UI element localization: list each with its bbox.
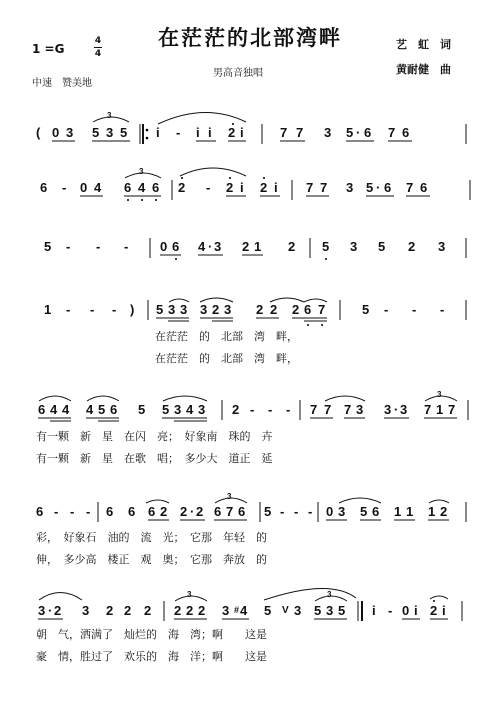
svg-text:4: 4: [86, 402, 94, 417]
svg-text:#: #: [234, 605, 240, 615]
svg-text:5: 5: [322, 239, 330, 254]
lyrics-system-7-verse-1: 朝 气，洒满了 灿烂的 海 湾；啊 这是: [36, 628, 267, 641]
svg-text:3: 3: [180, 302, 188, 317]
svg-text:6: 6: [384, 180, 392, 195]
svg-text:1: 1: [428, 504, 436, 519]
svg-text:7: 7: [448, 402, 456, 417]
svg-text:2: 2: [178, 180, 186, 195]
svg-text:5: 5: [362, 302, 370, 317]
svg-text:5: 5: [92, 125, 100, 140]
svg-text:2: 2: [270, 302, 278, 317]
svg-text:5: 5: [98, 402, 106, 417]
svg-text:3: 3: [227, 492, 232, 501]
svg-text:3: 3: [168, 302, 176, 317]
svg-text:3: 3: [187, 590, 192, 599]
svg-text:6: 6: [128, 504, 136, 519]
svg-text:5: 5: [378, 239, 386, 254]
svg-text:4: 4: [50, 402, 58, 417]
svg-text:7: 7: [306, 180, 314, 195]
svg-text:-: -: [294, 504, 299, 519]
svg-text:·: ·: [394, 402, 399, 417]
svg-text:6: 6: [124, 180, 132, 195]
notes-system-5: 6: [38, 402, 46, 417]
svg-text:-: -: [286, 402, 291, 417]
svg-text:3: 3: [214, 239, 222, 254]
song-title: 在茫茫的北部湾畔: [158, 25, 342, 50]
lyricist-credit: 艺 虹 词: [396, 38, 451, 51]
lyrics-system-5-verse-1: 有一颗 新 星 在闪 亮； 好象南 珠的 卉: [36, 430, 273, 443]
svg-text:·: ·: [208, 239, 213, 254]
svg-text:6: 6: [172, 239, 180, 254]
svg-text:7: 7: [324, 402, 332, 417]
svg-text:2: 2: [160, 504, 168, 519]
svg-text:3: 3: [350, 239, 358, 254]
performance-note: 男高音独唱: [213, 68, 263, 79]
svg-text:7: 7: [226, 504, 234, 519]
svg-text:3: 3: [338, 504, 346, 519]
svg-text:3: 3: [294, 603, 302, 618]
svg-text:2: 2: [212, 302, 220, 317]
lyrics-system-4-verse-1: 在茫茫 的 北部 湾 畔，: [155, 330, 298, 343]
svg-text:5: 5: [156, 302, 164, 317]
svg-text:2: 2: [440, 504, 448, 519]
svg-text:3: 3: [106, 125, 114, 140]
lyrics-system-6-verse-2: 伸， 多少高 楼正 观 奥； 它那 奔放 的: [36, 553, 267, 566]
svg-text:6: 6: [420, 180, 428, 195]
svg-text:3: 3: [438, 239, 446, 254]
svg-text:3: 3: [327, 590, 332, 599]
svg-text:6: 6: [110, 402, 118, 417]
svg-text:3: 3: [174, 402, 182, 417]
svg-text:·: ·: [48, 603, 53, 618]
score-system-5: [36, 390, 468, 465]
svg-text:i: i: [240, 180, 244, 195]
lyrics-system-6-verse-1: 彩， 好象石 油的 流 光； 它那 年轻 的: [36, 531, 267, 544]
svg-text:-: -: [90, 302, 95, 317]
svg-text:2: 2: [430, 603, 438, 618]
svg-text:i: i: [442, 603, 446, 618]
svg-text:-: -: [54, 504, 59, 519]
svg-text:3: 3: [384, 402, 392, 417]
svg-text:1: 1: [254, 239, 262, 254]
score-system-3: [44, 238, 466, 260]
svg-text:): ): [130, 302, 135, 317]
svg-text:3: 3: [346, 180, 354, 195]
svg-text:2: 2: [408, 239, 416, 254]
svg-text:2: 2: [292, 302, 300, 317]
svg-text:5: 5: [264, 603, 272, 618]
svg-text:·: ·: [190, 504, 195, 519]
svg-text:2: 2: [124, 603, 132, 618]
svg-text:5: 5: [314, 603, 322, 618]
svg-text:7: 7: [320, 180, 328, 195]
svg-text:4: 4: [198, 239, 206, 254]
svg-text:5: 5: [360, 504, 368, 519]
svg-text:2: 2: [54, 603, 62, 618]
svg-text:4: 4: [138, 180, 146, 195]
svg-text:-: -: [308, 504, 313, 519]
svg-text:5: 5: [366, 180, 374, 195]
key-signature: 1 =G: [32, 42, 65, 56]
notes-system-1: (: [36, 125, 41, 140]
svg-text:2: 2: [180, 504, 188, 519]
svg-text:6: 6: [364, 125, 372, 140]
svg-text:i: i: [240, 125, 244, 140]
svg-text:0: 0: [402, 603, 410, 618]
svg-text:3: 3: [324, 125, 332, 140]
svg-text:i: i: [414, 603, 418, 618]
svg-text:0: 0: [326, 504, 334, 519]
svg-text:3: 3: [437, 390, 442, 399]
svg-text:3: 3: [356, 402, 364, 417]
score-system-7: [36, 588, 462, 663]
svg-text:0: 0: [52, 125, 60, 140]
svg-text:-: -: [412, 302, 417, 317]
notes-system-7: 3: [38, 603, 46, 618]
svg-text:7: 7: [406, 180, 414, 195]
svg-text:7: 7: [344, 402, 352, 417]
svg-text:4: 4: [240, 603, 248, 618]
svg-text:3: 3: [200, 302, 208, 317]
svg-text:6: 6: [214, 504, 222, 519]
svg-text:i: i: [274, 180, 278, 195]
score-system-2: [40, 167, 470, 201]
svg-text:-: -: [206, 180, 211, 195]
svg-text:·: ·: [356, 125, 361, 140]
svg-text:-: -: [176, 125, 181, 140]
svg-text:-: -: [66, 239, 71, 254]
svg-text:5: 5: [138, 402, 146, 417]
svg-text:6: 6: [402, 125, 410, 140]
svg-text:i: i: [156, 125, 160, 140]
svg-text:2: 2: [242, 239, 250, 254]
svg-text:i: i: [196, 125, 200, 140]
notes-system-6: 6: [36, 504, 44, 519]
svg-text:2: 2: [228, 125, 236, 140]
lyrics-system-4-verse-2: 在茫茫 的 北部 湾 畔，: [155, 352, 298, 365]
svg-text:-: -: [440, 302, 445, 317]
svg-text:1: 1: [394, 504, 402, 519]
svg-text:0: 0: [160, 239, 168, 254]
svg-text:3: 3: [82, 603, 90, 618]
svg-text:2: 2: [260, 180, 268, 195]
svg-text:2: 2: [256, 302, 264, 317]
svg-text:3: 3: [198, 402, 206, 417]
svg-text:i: i: [208, 125, 212, 140]
svg-text:4: 4: [186, 402, 194, 417]
svg-text:6: 6: [152, 180, 160, 195]
svg-text:5: 5: [264, 504, 272, 519]
lyrics-system-7-verse-2: 豪 情，胜过了 欢乐的 海 洋；啊 这是: [36, 650, 267, 663]
svg-text:V: V: [282, 605, 289, 616]
svg-text:4: 4: [62, 402, 70, 417]
svg-text:0: 0: [80, 180, 88, 195]
svg-text:2: 2: [226, 180, 234, 195]
notes-system-3: 5: [44, 239, 52, 254]
svg-text:2: 2: [198, 603, 206, 618]
svg-text:7: 7: [280, 125, 288, 140]
svg-text:6: 6: [106, 504, 114, 519]
svg-text:-: -: [62, 180, 67, 195]
svg-text:7: 7: [318, 302, 326, 317]
svg-text:-: -: [66, 302, 71, 317]
score-system-4: [44, 298, 466, 365]
notes-system-4: 1: [44, 302, 52, 317]
svg-text:3: 3: [222, 603, 230, 618]
notes-system-2: 6: [40, 180, 48, 195]
svg-text:i: i: [372, 603, 376, 618]
svg-text:-: -: [384, 302, 389, 317]
svg-text:3: 3: [139, 167, 144, 176]
svg-text:-: -: [268, 402, 273, 417]
svg-text:7: 7: [296, 125, 304, 140]
svg-text:7: 7: [310, 402, 318, 417]
svg-text:-: -: [112, 302, 117, 317]
svg-text:-: -: [388, 603, 393, 618]
score-system-6: [36, 492, 466, 566]
svg-text:6: 6: [304, 302, 312, 317]
score-system-1: [36, 111, 466, 144]
svg-text:3: 3: [326, 603, 334, 618]
svg-text:-: -: [250, 402, 255, 417]
svg-text:2: 2: [106, 603, 114, 618]
svg-text:3: 3: [224, 302, 232, 317]
svg-text:·: ·: [376, 180, 381, 195]
svg-text:6: 6: [372, 504, 380, 519]
svg-text:2: 2: [288, 239, 296, 254]
tempo-marking: 中速 赞美地: [32, 78, 92, 89]
svg-text:3: 3: [400, 402, 408, 417]
composer-credit: 黄耐健 曲: [396, 63, 451, 76]
svg-text:-: -: [70, 504, 75, 519]
svg-text:2: 2: [174, 603, 182, 618]
svg-text:2: 2: [232, 402, 240, 417]
time-signature-bottom: 4: [94, 49, 102, 59]
svg-text:6: 6: [148, 504, 156, 519]
svg-text:2: 2: [196, 504, 204, 519]
svg-text:7: 7: [388, 125, 396, 140]
svg-text:3: 3: [66, 125, 74, 140]
lyrics-system-5-verse-2: 有一颗 新 星 在歌 唱； 多少大 道正 延: [36, 452, 273, 465]
svg-text:-: -: [280, 504, 285, 519]
svg-text:-: -: [96, 239, 101, 254]
svg-text:5: 5: [120, 125, 128, 140]
svg-text:7: 7: [424, 402, 432, 417]
svg-text:6: 6: [238, 504, 246, 519]
svg-text:1: 1: [406, 504, 414, 519]
svg-text:5: 5: [338, 603, 346, 618]
svg-text:-: -: [124, 239, 129, 254]
svg-text:4: 4: [94, 180, 102, 195]
svg-text:5: 5: [346, 125, 354, 140]
svg-text:1: 1: [436, 402, 444, 417]
svg-text:2: 2: [144, 603, 152, 618]
svg-text:-: -: [86, 504, 91, 519]
time-signature-top: 4: [94, 36, 102, 46]
svg-text:5: 5: [162, 402, 170, 417]
svg-text:2: 2: [186, 603, 194, 618]
svg-text:3: 3: [107, 111, 112, 120]
